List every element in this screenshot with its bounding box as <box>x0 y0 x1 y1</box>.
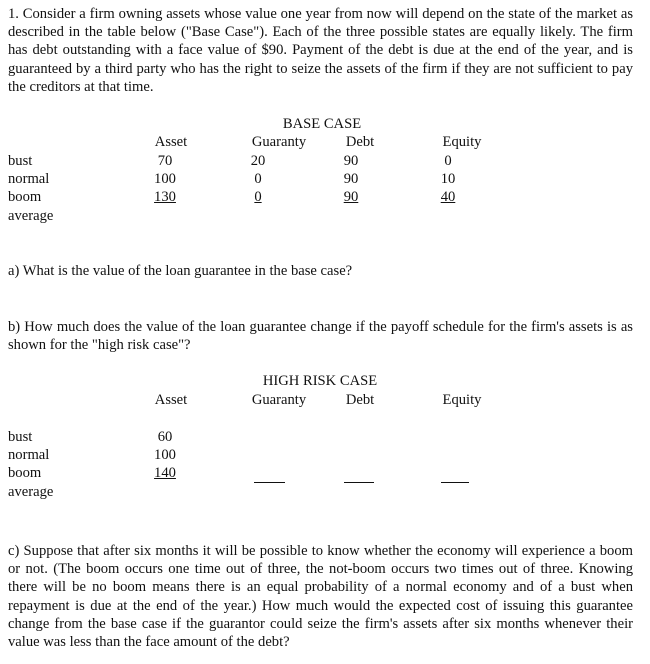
question-a: a) What is the value of the loan guarantee in the base case? <box>8 263 353 279</box>
high-average-label: average <box>8 484 54 500</box>
high-header-guaranty: Guaranty <box>251 392 307 408</box>
base-cell-asset: 130 <box>154 189 176 205</box>
high-header-equity: Equity <box>442 392 482 408</box>
base-cell-guaranty: 0 <box>254 171 262 187</box>
high-row-state: normal <box>8 447 50 463</box>
high-cell-asset: 140 <box>154 465 176 481</box>
base-cell-equity: 10 <box>440 171 456 187</box>
base-header-guaranty: Guaranty <box>251 134 307 150</box>
high-header-asset: Asset <box>154 392 188 408</box>
high-header-debt: Debt <box>345 392 375 408</box>
base-cell-debt: 90 <box>343 153 359 169</box>
base-cell-guaranty: 0 <box>254 189 262 205</box>
base-header-debt: Debt <box>345 134 375 150</box>
base-cell-equity: 40 <box>440 189 456 205</box>
debt-answer-blank <box>344 482 374 483</box>
base-cell-guaranty: 20 <box>250 153 266 169</box>
high-cell-asset: 60 <box>157 429 173 445</box>
base-cell-asset: 100 <box>154 171 176 187</box>
question-c: c) Suppose that after six months it will be possible to know whether the economy will experience a boom or not. (The boom occurs one time out of three, the not-boom occurs two times out of three. Knowing there will be no boom means there is an equal probability of a normal economy and of a bust when repayment is due at the end of the year.) How much would the expected cost of issuing this guarantee change from the base case if the guarantor could seize the firm's assets after six months whenever their value was less than the face amount of the debt? <box>8 543 633 651</box>
base-cell-equity: 0 <box>444 153 452 169</box>
base-row-state: bust <box>8 153 33 169</box>
question-b: b) How much does the value of the loan guarantee change if the payoff schedule for the firm's assets is as shown for the "high risk case"? <box>8 319 633 354</box>
base-header-asset: Asset <box>154 134 188 150</box>
base-cell-debt: 90 <box>343 189 359 205</box>
high-row-state: boom <box>8 465 42 481</box>
base-average-label: average <box>8 208 54 224</box>
high-risk-title: HIGH RISK CASE <box>262 373 378 389</box>
guaranty-answer-blank <box>254 482 285 483</box>
base-row-state: normal <box>8 171 50 187</box>
base-cell-asset: 70 <box>157 153 173 169</box>
base-header-equity: Equity <box>442 134 482 150</box>
base-cell-debt: 90 <box>343 171 359 187</box>
equity-answer-blank <box>441 482 469 483</box>
intro-paragraph: 1. Consider a firm owning assets whose value one year from now will depend on the state of the market as described in the table below ("Base Case"). Each of the three possible states are equally likely. The firm has debt outstanding with a face value of $90. Payment of the debt is due at the end of the year, and is guaranteed by a third party who has the right to seize the assets of the firm if they are not sufficient to pay the creditors at that time. <box>8 6 633 95</box>
high-row-state: bust <box>8 429 33 445</box>
high-cell-asset: 100 <box>154 447 176 463</box>
base-row-state: boom <box>8 189 42 205</box>
base-case-title: BASE CASE <box>282 116 362 132</box>
